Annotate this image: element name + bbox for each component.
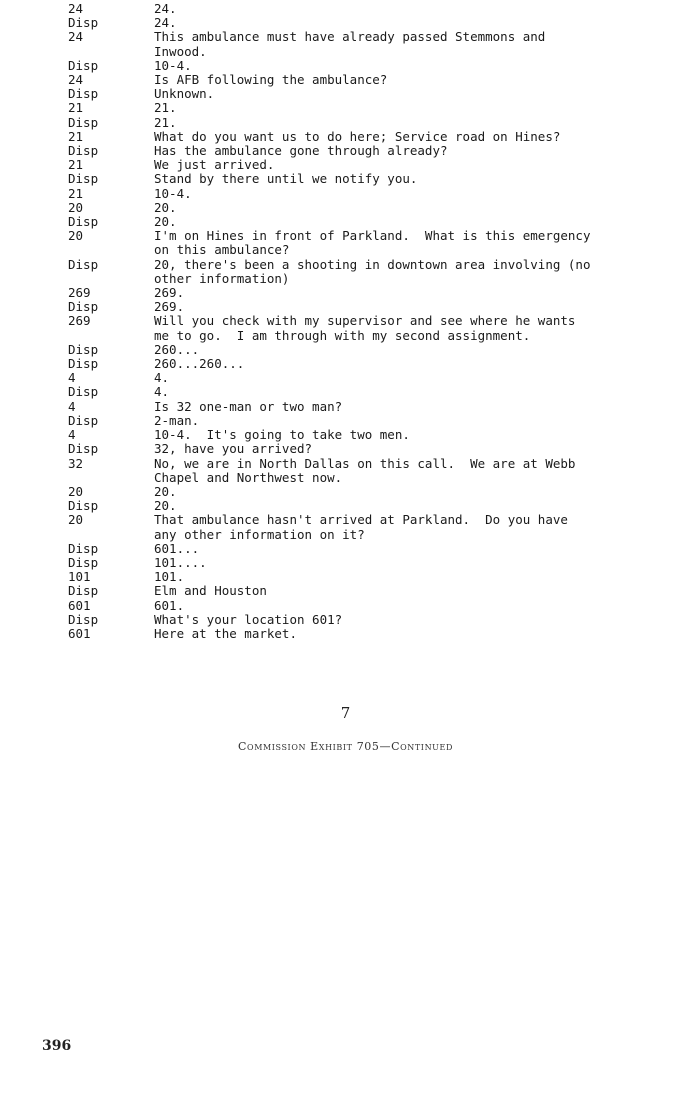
transcript-row xyxy=(68,59,668,73)
utterance xyxy=(154,187,668,201)
utterance xyxy=(154,229,668,257)
utterance-line: I'm on Hines in front of Parkland. What is this emergency xyxy=(154,228,591,244)
transcript-row xyxy=(68,144,668,158)
transcript-row xyxy=(68,343,668,357)
utterance xyxy=(154,499,668,513)
transcript-row xyxy=(68,300,668,314)
utterance-line: No, we are in North Dallas on this call. We are at Webb xyxy=(154,455,576,471)
utterance xyxy=(154,172,668,186)
transcript-row xyxy=(68,30,668,58)
speaker-label: 101 xyxy=(68,569,91,585)
utterance xyxy=(154,442,668,456)
utterance xyxy=(154,215,668,229)
utterance-line: 601. xyxy=(154,597,185,613)
utterance-line: 2-man. xyxy=(154,412,200,428)
transcript-row xyxy=(68,499,668,513)
transcript-row xyxy=(68,16,668,30)
transcript-row xyxy=(68,414,668,428)
utterance-line: me to go. I am through with my second assignment. xyxy=(154,327,531,343)
utterance xyxy=(154,428,668,442)
utterance xyxy=(154,144,668,158)
utterance xyxy=(154,457,668,485)
speaker-label: Disp xyxy=(68,583,99,599)
utterance xyxy=(154,599,668,613)
utterance-line: Here at the market. xyxy=(154,625,297,641)
utterance-line: 21. xyxy=(154,114,177,130)
utterance xyxy=(154,116,668,130)
transcript-row xyxy=(68,599,668,613)
speaker-label: 21 xyxy=(68,100,84,116)
utterance-line: We just arrived. xyxy=(154,157,275,173)
speaker-label: Disp xyxy=(68,256,99,272)
transcript-row xyxy=(68,187,668,201)
speaker-label: 4 xyxy=(68,398,76,414)
speaker-label: Disp xyxy=(68,341,99,357)
speaker-label: 20 xyxy=(68,483,84,499)
utterance-line: What's your location 601? xyxy=(154,611,343,627)
utterance xyxy=(154,414,668,428)
speaker-label: Disp xyxy=(68,86,99,102)
utterance xyxy=(154,258,668,286)
utterance xyxy=(154,485,668,499)
utterance xyxy=(154,584,668,598)
speaker-label: Disp xyxy=(68,15,99,31)
utterance xyxy=(154,286,668,300)
utterance-line: Is AFB following the ambulance? xyxy=(154,72,388,88)
utterance-line: 260...260... xyxy=(154,356,245,372)
speaker-label: 269 xyxy=(68,313,91,329)
transcript-row xyxy=(68,2,668,16)
utterance xyxy=(154,30,668,58)
transcript-row xyxy=(68,570,668,584)
utterance-line: 260... xyxy=(154,341,200,357)
utterance-line: 10-4. xyxy=(154,57,192,73)
transcript-row xyxy=(68,258,668,286)
transcript-row xyxy=(68,428,668,442)
utterance-line: Chapel and Northwest now. xyxy=(154,469,343,485)
utterance xyxy=(154,130,668,144)
speaker-label: Disp xyxy=(68,57,99,73)
speaker-label: 269 xyxy=(68,285,91,301)
utterance-line: any other information on it? xyxy=(154,526,365,542)
speaker-label: 20 xyxy=(68,512,84,528)
utterance xyxy=(154,357,668,371)
utterance-line: 20. xyxy=(154,214,177,230)
speaker-label: 21 xyxy=(68,128,84,144)
transcript-row xyxy=(68,286,668,300)
utterance xyxy=(154,101,668,115)
utterance xyxy=(154,201,668,215)
transcript-row xyxy=(68,457,668,485)
speaker-label: 601 xyxy=(68,625,91,641)
utterance-line: Stand by there until we notify you. xyxy=(154,171,418,187)
utterance xyxy=(154,627,668,641)
speaker-label: Disp xyxy=(68,554,99,570)
transcript-row xyxy=(68,201,668,215)
transcript-row xyxy=(68,513,668,541)
utterance-line: 20. xyxy=(154,483,177,499)
utterance xyxy=(154,343,668,357)
speaker-label: Disp xyxy=(68,412,99,428)
transcript xyxy=(68,2,668,641)
transcript-row xyxy=(68,215,668,229)
utterance-line: This ambulance must have already passed Stemmons and xyxy=(154,29,546,45)
transcript-row xyxy=(68,400,668,414)
speaker-label: 4 xyxy=(68,427,76,443)
utterance xyxy=(154,158,668,172)
utterance-line: Has the ambulance gone through already? xyxy=(154,143,448,159)
utterance-line: 10-4. It's going to take two men. xyxy=(154,427,410,443)
transcript-row xyxy=(68,485,668,499)
utterance-line: Inwood. xyxy=(154,43,207,59)
utterance-line: Will you check with my supervisor and see where he wants xyxy=(154,313,576,329)
utterance-line: Is 32 one-man or two man? xyxy=(154,398,343,414)
utterance-line: on this ambulance? xyxy=(154,242,290,258)
utterance-line: 32, have you arrived? xyxy=(154,441,313,457)
transcript-row xyxy=(68,442,668,456)
utterance xyxy=(154,613,668,627)
transcript-row xyxy=(68,229,668,257)
speaker-label: 24 xyxy=(68,1,84,16)
transcript-row xyxy=(68,385,668,399)
utterance xyxy=(154,314,668,342)
utterance xyxy=(154,2,668,16)
transcript-row xyxy=(68,584,668,598)
utterance-line: 269. xyxy=(154,299,185,315)
utterance xyxy=(154,513,668,541)
utterance xyxy=(154,59,668,73)
speaker-label: 4 xyxy=(68,370,76,386)
speaker-label: 20 xyxy=(68,199,84,215)
utterance xyxy=(154,570,668,584)
transcript-row xyxy=(68,357,668,371)
utterance-line: 4. xyxy=(154,384,170,400)
speaker-label: Disp xyxy=(68,540,99,556)
transcript-row xyxy=(68,556,668,570)
utterance-line: 20, there's been a shooting in downtown area involving (no xyxy=(154,256,591,272)
utterance xyxy=(154,400,668,414)
utterance-line: 20. xyxy=(154,199,177,215)
utterance xyxy=(154,300,668,314)
utterance-line: 20. xyxy=(154,498,177,514)
utterance-line: 24. xyxy=(154,15,177,31)
speaker-label: Disp xyxy=(68,114,99,130)
speaker-label: 21 xyxy=(68,185,84,201)
utterance-line: other information) xyxy=(154,270,290,286)
transcript-row xyxy=(68,542,668,556)
speaker-label: Disp xyxy=(68,143,99,159)
transcript-row xyxy=(68,314,668,342)
transcript-row xyxy=(68,613,668,627)
transcript-row xyxy=(68,130,668,144)
speaker-label: Disp xyxy=(68,356,99,372)
speaker-label: Disp xyxy=(68,498,99,514)
utterance-line: What do you want us to do here; Service road on Hines? xyxy=(154,128,561,144)
utterance xyxy=(154,16,668,30)
speaker-label: Disp xyxy=(68,214,99,230)
utterance-line: 24. xyxy=(154,1,177,16)
utterance-line: 101. xyxy=(154,569,185,585)
utterance xyxy=(154,542,668,556)
speaker-label: 20 xyxy=(68,228,84,244)
transcript-row xyxy=(68,627,668,641)
speaker-label: 24 xyxy=(68,72,84,88)
transcript-row xyxy=(68,101,668,115)
utterance-line: 4. xyxy=(154,370,170,386)
utterance-line: 101.... xyxy=(154,554,207,570)
exhibit-caption: Commission Exhibit 705—Continued xyxy=(238,740,453,753)
transcript-row xyxy=(68,87,668,101)
utterance xyxy=(154,371,668,385)
transcript-row xyxy=(68,73,668,87)
page-number: 7 xyxy=(340,704,351,722)
utterance xyxy=(154,87,668,101)
utterance-line: Elm and Houston xyxy=(154,583,267,599)
transcript-row xyxy=(68,158,668,172)
transcript-row xyxy=(68,172,668,186)
speaker-label: Disp xyxy=(68,611,99,627)
speaker-label: Disp xyxy=(68,299,99,315)
speaker-label: 32 xyxy=(68,455,84,471)
utterance-line: 601... xyxy=(154,540,200,556)
speaker-label: Disp xyxy=(68,171,99,187)
transcript-row xyxy=(68,116,668,130)
transcript-row xyxy=(68,371,668,385)
utterance xyxy=(154,73,668,87)
utterance-line: Unknown. xyxy=(154,86,215,102)
utterance-line: 10-4. xyxy=(154,185,192,201)
utterance xyxy=(154,556,668,570)
speaker-label: 601 xyxy=(68,597,91,613)
utterance-line: 21. xyxy=(154,100,177,116)
utterance-line: That ambulance hasn't arrived at Parkland. Do you have xyxy=(154,512,568,528)
utterance-line: 269. xyxy=(154,285,185,301)
speaker-label: 24 xyxy=(68,29,84,45)
speaker-label: Disp xyxy=(68,441,99,457)
speaker-label: Disp xyxy=(68,384,99,400)
speaker-label: 21 xyxy=(68,157,84,173)
volume-page-number: 396 xyxy=(42,1038,72,1054)
utterance xyxy=(154,385,668,399)
